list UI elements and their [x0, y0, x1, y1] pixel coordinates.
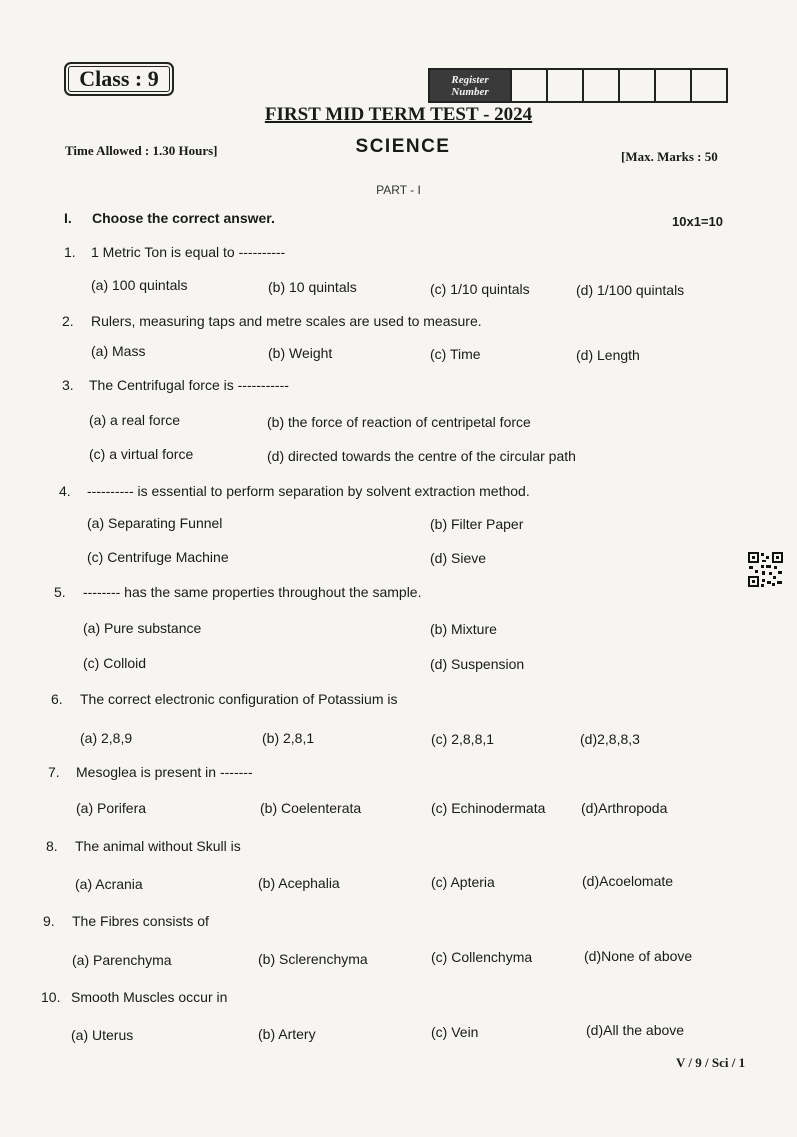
- question-text: The animal without Skull is: [75, 838, 241, 854]
- register-label-line1: Register: [451, 73, 489, 86]
- register-cell[interactable]: [654, 70, 690, 101]
- option-a: (a) Acrania: [75, 876, 143, 892]
- question-number: 10.: [41, 989, 61, 1005]
- option-d: (d)All the above: [586, 1022, 685, 1038]
- question-text: -------- has the same properties throughout the sample.: [83, 584, 422, 600]
- question-number: 1.: [64, 244, 76, 260]
- section-number: I.: [64, 210, 72, 226]
- option-c: (c) Echinodermata: [431, 800, 546, 816]
- option-c: (c) 1/10 quintals: [430, 281, 530, 297]
- option-b: (b) 2,8,1: [262, 730, 315, 746]
- option-b: (b) Filter Paper: [430, 516, 524, 532]
- option-c: (c) Centrifuge Machine: [87, 549, 229, 565]
- question-number: 7.: [48, 764, 60, 780]
- option-d: (d)Acoelomate: [582, 873, 674, 889]
- option-b: (b) Mixture: [430, 621, 497, 637]
- test-title: [0, 104, 797, 126]
- register-cell[interactable]: [582, 70, 618, 101]
- option-c: (c) Time: [430, 346, 481, 362]
- option-d: (d) 1/100 quintals: [576, 282, 685, 298]
- subject-title: SCIENCE: [355, 136, 451, 157]
- part-label: PART - I: [376, 183, 421, 197]
- question-text: ---------- is essential to perform separation by solvent extraction method.: [87, 483, 530, 499]
- option-b: (b) Acephalia: [258, 875, 340, 891]
- option-d: (d)Arthropoda: [581, 800, 668, 816]
- option-d: (d) Suspension: [430, 656, 525, 672]
- option-a: (a) Pure substance: [83, 620, 202, 636]
- qr-code-icon: [747, 551, 784, 588]
- option-a: (a) Porifera: [76, 800, 147, 816]
- option-a: (a) Parenchyma: [72, 952, 172, 968]
- section-marks: 10x1=10: [672, 214, 723, 229]
- option-c: (c) Apteria: [431, 874, 495, 890]
- question-number: 6.: [51, 691, 63, 707]
- option-d: (d) directed towards the centre of the circular path: [267, 448, 576, 464]
- option-b: (b) Sclerenchyma: [258, 951, 368, 967]
- option-b: (b) the force of reaction of centripetal force: [267, 414, 531, 430]
- option-c: (c) a virtual force: [89, 446, 194, 462]
- register-number-label: [430, 70, 510, 101]
- option-c: (c) Collenchyma: [431, 949, 533, 965]
- time-allowed: Time Allowed : 1.30 Hours]: [65, 143, 218, 158]
- question-number: 2.: [62, 313, 74, 329]
- option-a: (a) 2,8,9: [80, 730, 133, 746]
- question-text: The Fibres consists of: [72, 913, 209, 929]
- option-a: (a) Separating Funnel: [87, 515, 223, 531]
- max-marks: [Max. Marks : 50: [621, 149, 718, 164]
- question-text: The correct electronic configuration of Potassium is: [80, 691, 398, 707]
- question-number: 8.: [46, 838, 58, 854]
- test-title-text: FIRST MID TERM TEST - 2024: [264, 104, 533, 125]
- option-a: (a) Mass: [91, 343, 146, 359]
- option-d: (d) Length: [576, 347, 640, 363]
- page-code: V / 9 / Sci / 1: [676, 1055, 746, 1070]
- option-b: (b) 10 quintals: [268, 279, 357, 295]
- question-number: 3.: [62, 377, 74, 393]
- option-b: (b) Weight: [268, 345, 333, 361]
- register-cell[interactable]: [510, 70, 546, 101]
- option-c: (c) Colloid: [83, 655, 147, 671]
- option-c: (c) 2,8,8,1: [431, 731, 495, 747]
- question-text: Rulers, measuring taps and metre scales are used to measure.: [91, 313, 482, 329]
- option-a: (a) a real force: [89, 412, 181, 428]
- register-label-line2: Number: [451, 85, 489, 98]
- option-b: (b) Artery: [258, 1026, 316, 1042]
- question-text: Mesoglea is present in -------: [76, 764, 253, 780]
- question-text: 1 Metric Ton is equal to ----------: [91, 244, 286, 260]
- question-number: 5.: [54, 584, 66, 600]
- option-d: (d)None of above: [584, 948, 693, 964]
- section-title: Choose the correct answer.: [92, 210, 275, 226]
- register-number-box: [428, 68, 728, 103]
- option-d: (d)2,8,8,3: [580, 731, 640, 747]
- question-number: 9.: [43, 913, 55, 929]
- question-text: Smooth Muscles occur in: [71, 989, 228, 1005]
- register-cell[interactable]: [546, 70, 582, 101]
- option-c: (c) Vein: [431, 1024, 479, 1040]
- option-d: (d) Sieve: [430, 550, 487, 566]
- option-a: (a) Uterus: [71, 1027, 134, 1043]
- question-number: 4.: [59, 483, 71, 499]
- class-label: Class : 9: [64, 62, 174, 96]
- register-cell[interactable]: [690, 70, 726, 101]
- register-cell[interactable]: [618, 70, 654, 101]
- option-b: (b) Coelenterata: [260, 800, 362, 816]
- question-text: The Centrifugal force is -----------: [89, 377, 289, 393]
- option-a: (a) 100 quintals: [91, 277, 188, 293]
